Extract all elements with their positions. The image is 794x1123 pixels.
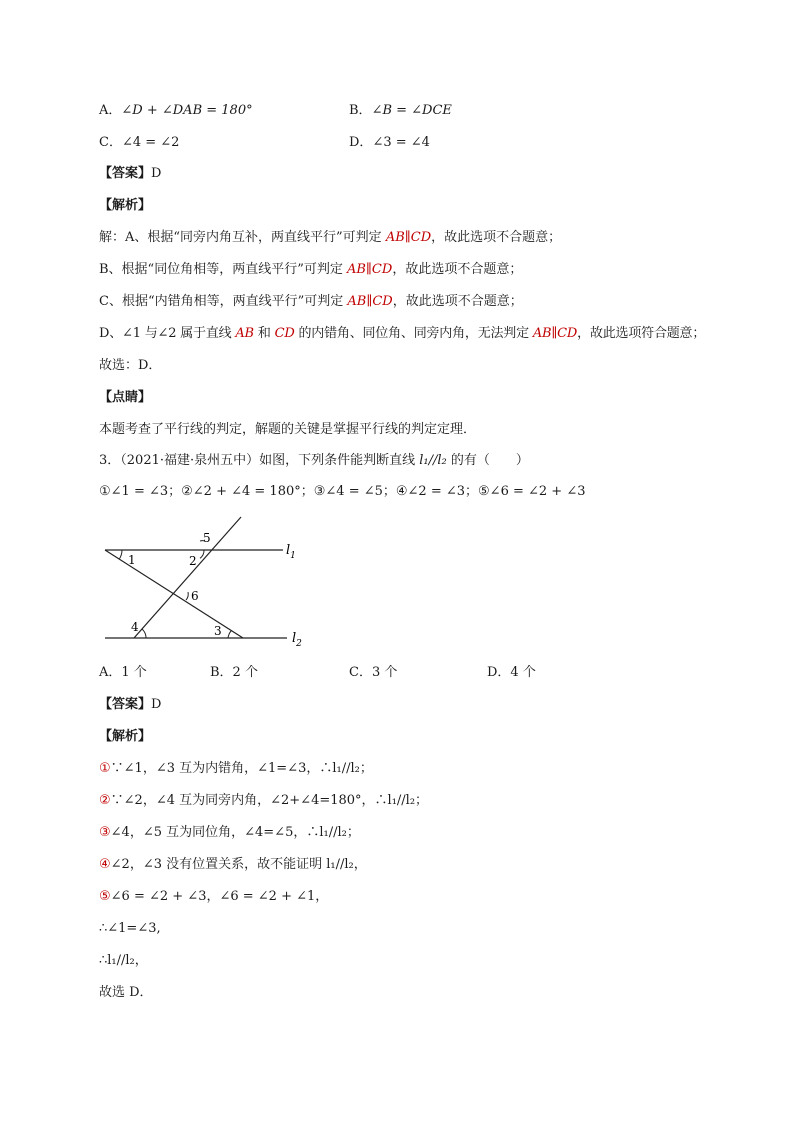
label-angle-6: 6 (191, 589, 199, 603)
q2-conclusion: 故选：D． (99, 358, 162, 373)
label-angle-1: 1 (128, 553, 136, 567)
q2-option-a: A．∠D + ∠DAB = 180° (99, 103, 253, 118)
q2-comment: 本题考查了平行线的判定，解题的关键是掌握平行线的判定定理． (99, 422, 477, 437)
q3-option-a: A．1 个 (99, 665, 147, 680)
arc-angle-2 (200, 550, 204, 558)
label-angle-3: 3 (214, 624, 222, 638)
arc-angle-4 (142, 629, 146, 638)
q2-analysis-heading: 【解析】 (99, 198, 152, 213)
q3-conclusion: 故选 D． (99, 985, 153, 1000)
q3-option-c: C．3 个 (349, 665, 398, 680)
q3-step-4: ④∠2，∠3 没有位置关系，故不能证明 l₁//l₂， (99, 857, 367, 872)
transversal-a (105, 550, 243, 638)
q2-analysis-line-a: 解：A、根据“同旁内角互补，两直线平行”可判定 AB∥CD，故此选项不合题意； (99, 230, 562, 245)
q3-option-d: D．4 个 (487, 665, 536, 680)
arc-angle-3 (228, 631, 231, 639)
q3-analysis-heading: 【解析】 (99, 729, 152, 744)
q2-option-b: B．∠B = ∠DCE (349, 103, 452, 118)
label-l1: $l_1$ (286, 543, 296, 561)
q2-answer: 【答案】D (99, 166, 162, 181)
q3-answer: 【答案】D (99, 697, 162, 712)
q2-analysis-line-b: B、根据“同位角相等，两直线平行”可判定 AB∥CD，故此选项不合题意； (99, 262, 523, 277)
label-angle-4: 4 (131, 620, 139, 634)
q2-analysis-line-d: D、∠1 与∠2 属于直线 AB 和 CD 的内错角、同位角、同旁内角，无法判定 AB∥CD，故此选项符合题意； (99, 326, 706, 341)
q3-step-1: ①∵∠1，∠3 互为内错角，∠1=∠3，∴l₁//l₂； (99, 761, 373, 776)
q3-after-2: ∴l₁//l₂， (99, 953, 148, 968)
q2-comment-heading: 【点睛】 (99, 390, 152, 405)
q2-option-d: D．∠3 = ∠4 (349, 135, 430, 150)
label-angle-5: 5 (203, 531, 211, 545)
q2-option-c: C．∠4 = ∠2 (99, 135, 180, 150)
q3-after-1: ∴∠1=∠3, (99, 921, 161, 936)
q3-stem: 3．（2021·福建·泉州五中）如图，下列条件能判断直线 l₁//l₂ 的有（ ） (99, 453, 529, 468)
arc-angle-6 (186, 592, 188, 600)
label-l2: $l_2$ (292, 631, 302, 649)
q3-option-b: B．2 个 (210, 665, 258, 680)
arc-angle-1 (119, 550, 122, 559)
q3-step-3: ③∠4，∠5 互为同位角，∠4=∠5，∴l₁//l₂； (99, 825, 360, 840)
q2-analysis-line-c: C、根据“内错角相等，两直线平行”可判定 AB∥CD，故此选项不合题意； (99, 294, 523, 309)
q3-figure (100, 512, 320, 652)
q3-step-2: ②∵∠2，∠4 互为同旁内角，∠2+∠4=180°，∴l₁//l₂； (99, 793, 429, 808)
q3-conditions: ①∠1 = ∠3；②∠2 + ∠4 = 180°；③∠4 = ∠5；④∠2 = ∠3；⑤∠6 = ∠2 + ∠3 (99, 484, 586, 499)
label-angle-2: 2 (189, 554, 197, 568)
transversal-b (134, 517, 241, 638)
q3-step-5: ⑤∠6 = ∠2 + ∠3，∠6 = ∠2 + ∠1， (99, 889, 329, 904)
